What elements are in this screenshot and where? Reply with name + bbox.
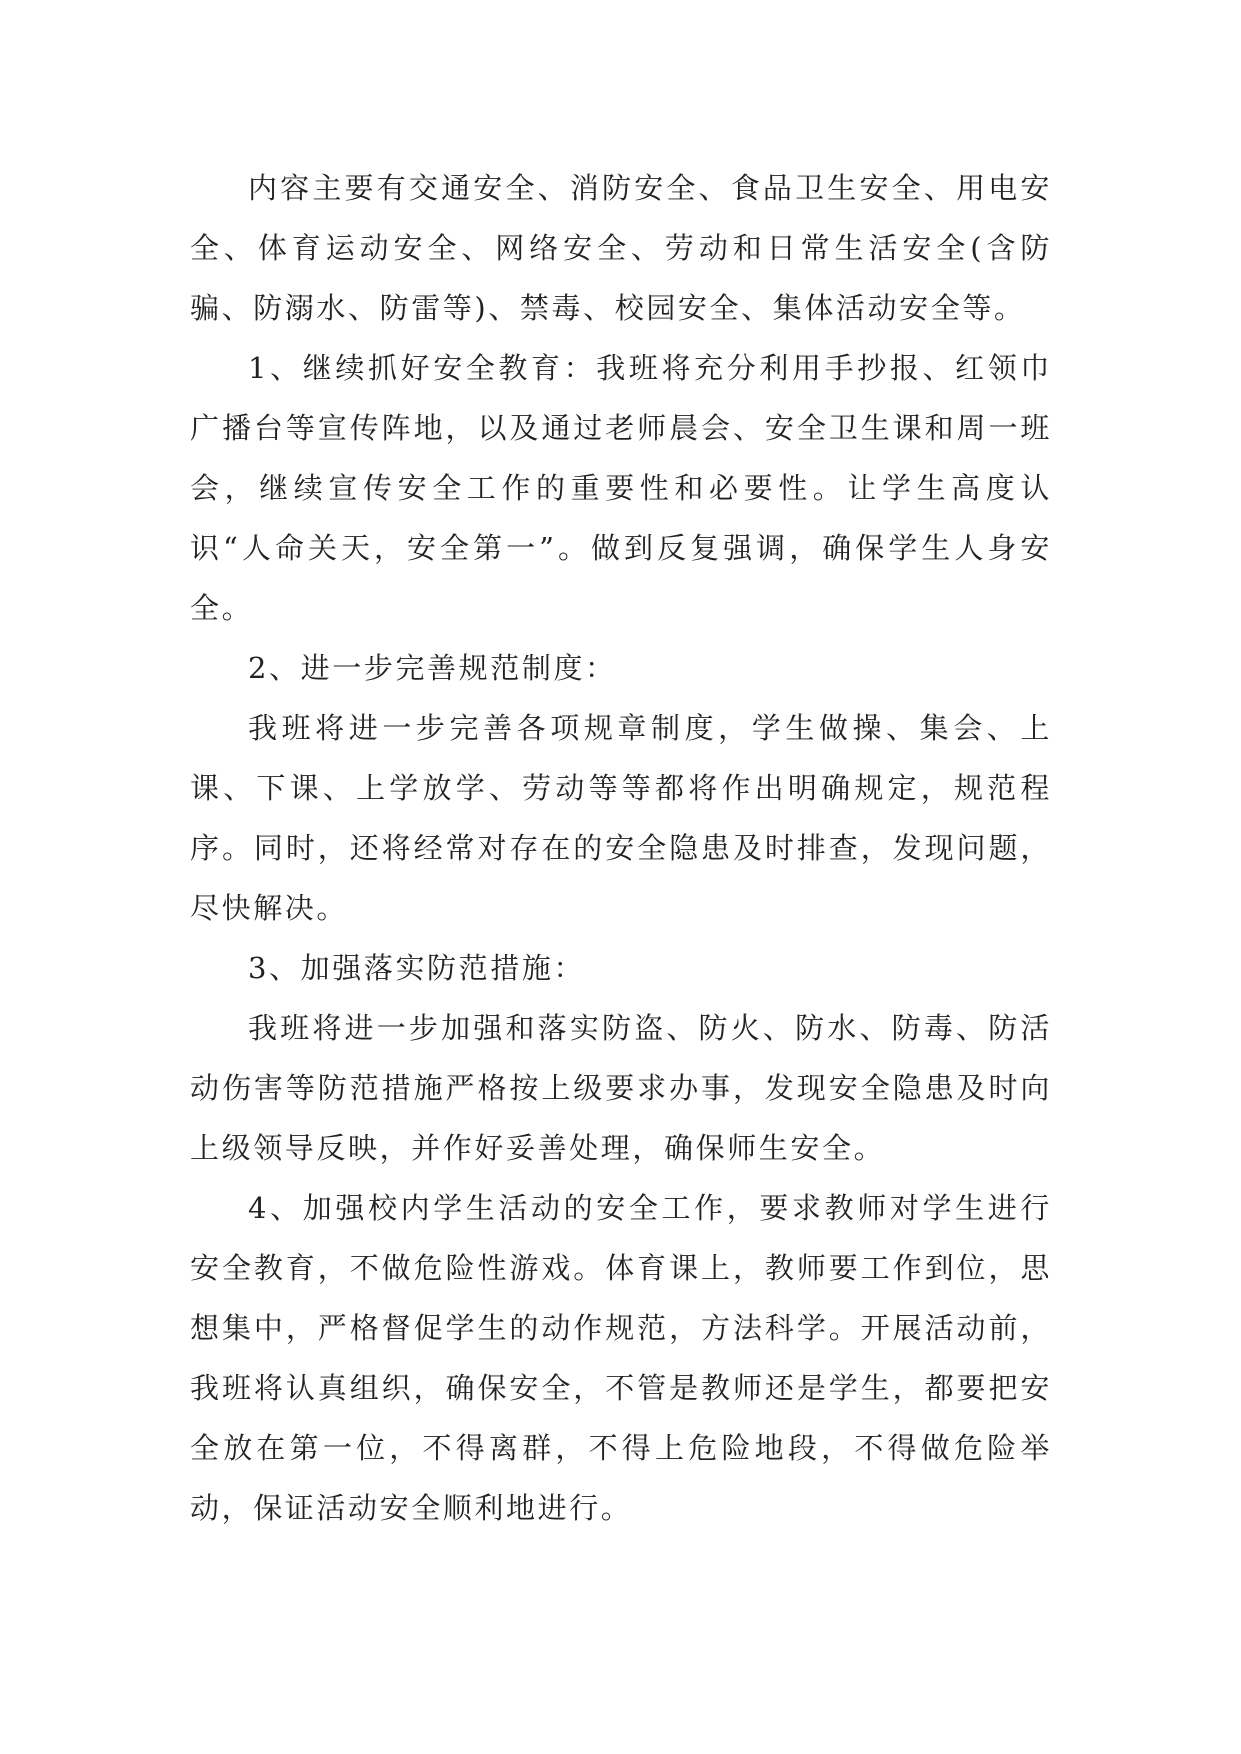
document-body: [190, 158, 1052, 1538]
paragraph-campus-activities: 4、加强校内学生活动的安全工作，要求教师对学生进行安全教育，不做危险性游戏。体育课上，教师要工作到位，思想集中，严格督促学生的动作规范，方法科学。开展活动前，我班将认真组织，确保安全，不管是教师还是学生，都要把安全放在第一位，不得离群，不得上危险地段，不得做危险举动，保证活动安全顺利地进行。: [190, 1191, 1052, 1525]
paragraph-prevention-measures: 我班将进一步加强和落实防盗、防火、防水、防毒、防活动伤害等防范措施严格按上级要求办事，发现安全隐患及时向上级领导反映，并作好妥善处理，确保师生安全。: [190, 1011, 1052, 1165]
heading-improve-rules: 2、进一步完善规范制度：: [248, 651, 617, 685]
paragraph-safety-education: 1、继续抓好安全教育：我班将充分利用手抄报、红领巾广播台等宣传阵地，以及通过老师晨会、安全卫生课和周一班会，继续宣传安全工作的重要性和必要性。让学生高度认识“人命关天，安全第一”。做到反复强调，确保学生人身安全。: [190, 351, 1052, 625]
paragraph-safety-content: 内容主要有交通安全、消防安全、食品卫生安全、用电安全、体育运动安全、网络安全、劳动和日常生活安全(含防骗、防溺水、防雷等)、禁毒、校园安全、集体活动安全等。: [190, 171, 1052, 325]
paragraph-improve-rules: 我班将进一步完善各项规章制度，学生做操、集会、上课、下课、上学放学、劳动等等都将作出明确规定，规范程序。同时，还将经常对存在的安全隐患及时排查，发现问题，尽快解决。: [190, 711, 1052, 925]
heading-prevention-measures: 3、加强落实防范措施：: [248, 951, 586, 985]
